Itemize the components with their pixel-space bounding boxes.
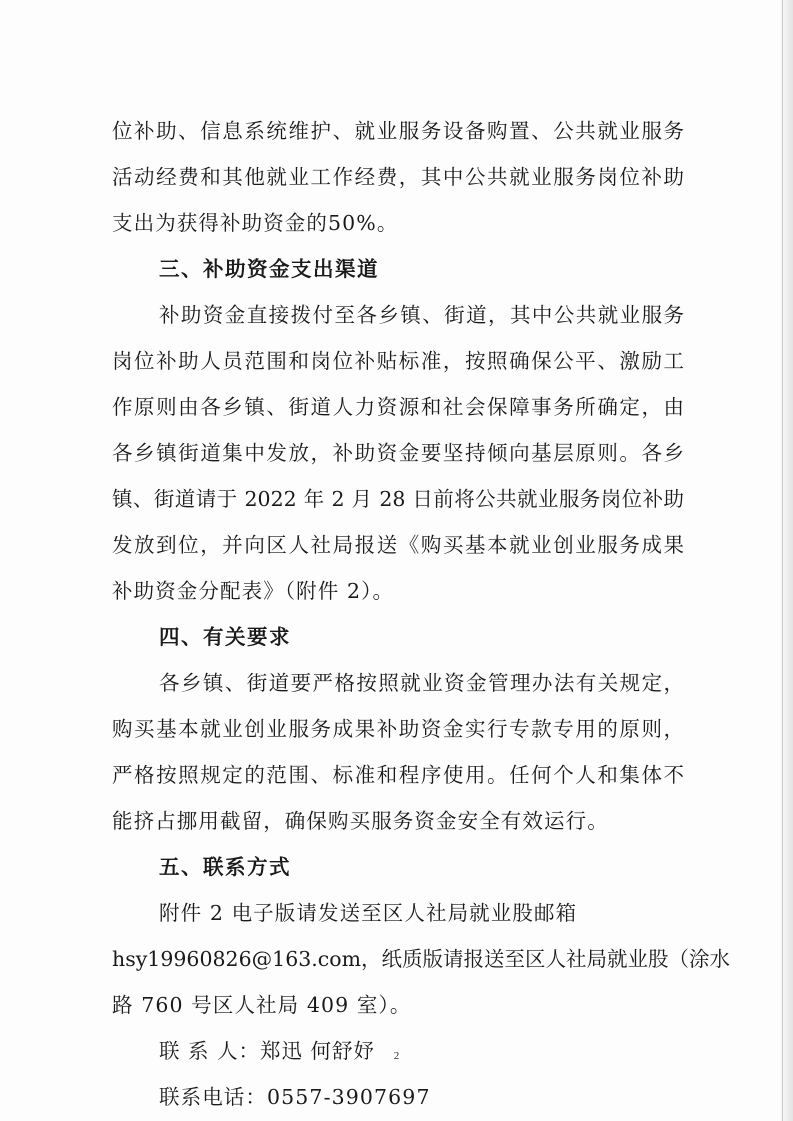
paragraph-line: 路 760 号区人社局 409 室）。 [112, 993, 412, 1017]
page-edge-line [782, 0, 783, 1121]
contact-person: 联 系 人：郑迅 何舒妤 [159, 1039, 376, 1063]
section-heading: 五、联系方式 [159, 855, 291, 879]
paragraph-line: 作原则由各乡镇、街道人力资源和社会保障事务所确定，由 [112, 395, 684, 419]
paragraph-line: 各乡镇街道集中发放，补助资金要坚持倾向基层原则。各乡 [112, 441, 684, 465]
paragraph-line: 购买基本就业创业服务成果补助资金实行专款专用的原则， [112, 717, 684, 741]
paragraph-line: hsy19960826@163.com，纸质版请报送至区人社局就业股（涂水 [112, 947, 731, 971]
paragraph-line: 活动经费和其他就业工作经费，其中公共就业服务岗位补助 [112, 165, 684, 189]
paragraph-line: 岗位补助人员范围和岗位补贴标准，按照确保公平、激励工 [112, 349, 684, 373]
paragraph-line: 位补助、信息系统维护、就业服务设备购置、公共就业服务 [112, 119, 684, 143]
paragraph-line: 镇、街道请于 2022 年 2 月 28 日前将公共就业服务岗位补助 [112, 487, 684, 511]
paragraph-line: 发放到位，并向区人社局报送《购买基本就业创业服务成果 [112, 533, 684, 557]
paragraph-line: 附件 2 电子版请发送至区人社局就业股邮箱 [159, 901, 578, 925]
paragraph-line: 严格按照规定的范围、标准和程序使用。任何个人和集体不 [112, 763, 684, 787]
section-heading: 四、有关要求 [159, 625, 291, 649]
page-number: 2 [393, 1050, 400, 1062]
paragraph-line: 补助资金直接拨付至各乡镇、街道，其中公共就业服务 [159, 303, 684, 327]
paragraph-line: 各乡镇、街道要严格按照就业资金管理办法有关规定， [159, 671, 684, 695]
paragraph-line: 补助资金分配表》（附件 2）。 [112, 579, 395, 603]
contact-phone: 联系电话：0557-3907697 [159, 1085, 431, 1109]
document-body [112, 108, 731, 1120]
section-heading: 三、补助资金支出渠道 [159, 257, 379, 281]
paragraph-line: 支出为获得补助资金的50%。 [112, 211, 399, 235]
paragraph-line: 能挤占挪用截留，确保购买服务资金安全有效运行。 [112, 809, 609, 833]
